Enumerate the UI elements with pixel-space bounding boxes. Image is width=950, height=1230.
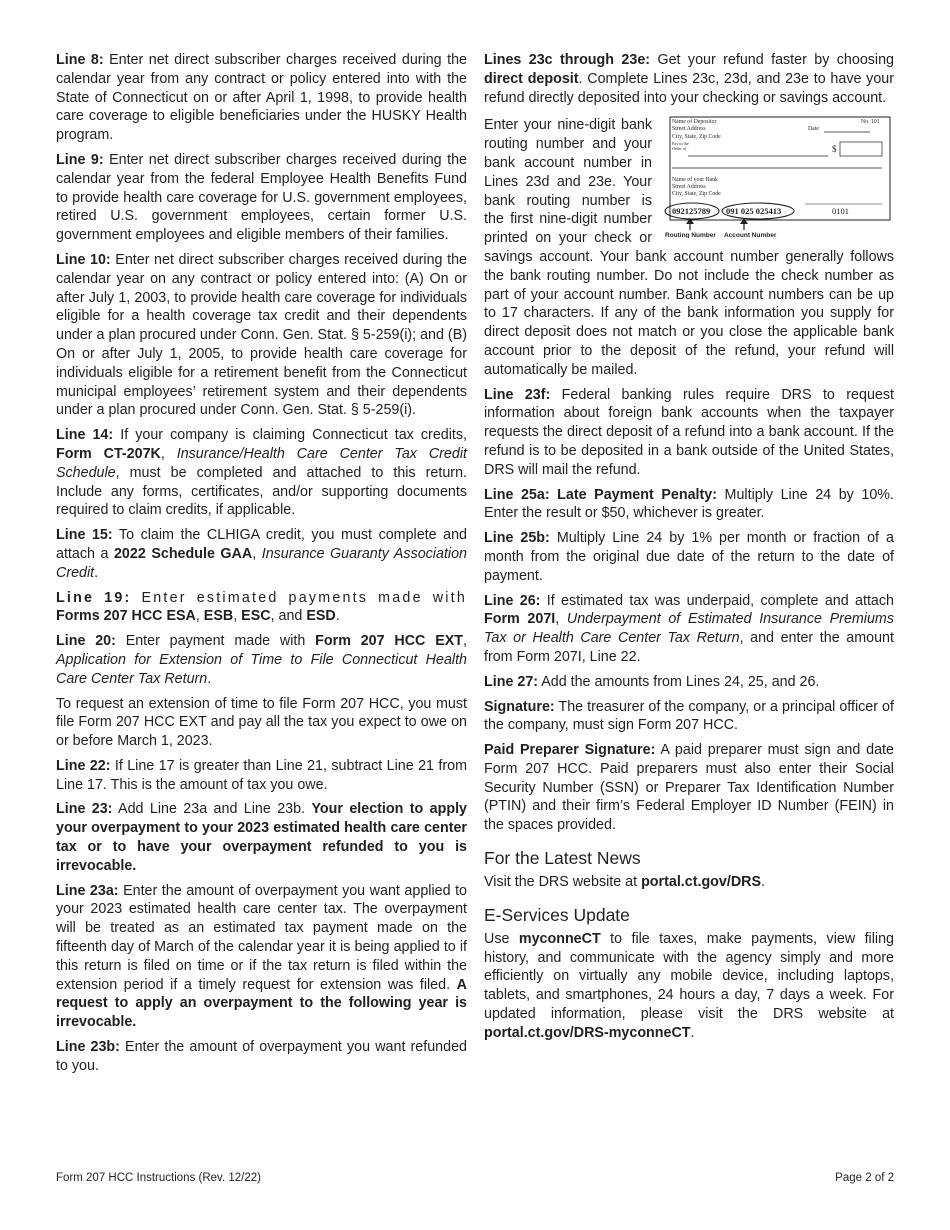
routing-number-caption: Routing Number [665,232,716,239]
line-26-label: Line 26: [484,592,541,609]
line-20-end: . [207,670,212,687]
latest-news-paragraph [484,873,894,892]
check-bank-city: City, State, Zip Code [672,191,721,198]
line-23-paragraph [56,800,467,875]
latest-news-end: . [761,874,766,891]
drs-website-link[interactable]: portal.ct.gov/DRS [641,874,762,891]
form-ct-207k: Form CT-207K [56,445,161,462]
line-20-label: Line 20: [56,633,116,650]
line-23-label: Line 23: [56,801,113,818]
check-amount-box [840,142,882,156]
check-dollar-sign: $ [832,144,837,155]
form-207-hcc-ext: Form 207 HCC EXT [315,633,464,650]
check-routing-number: 092125789 [672,206,711,217]
latest-news-text: Visit the DRS website at [484,874,642,891]
myconnect-term: myconneCT [518,930,601,947]
check-serial-number: 0101 [832,206,849,217]
line-15-end: . [94,564,99,581]
line-23c-label: Lines 23c through 23e: [484,52,651,68]
line-9-label: Line 9: [56,151,104,168]
line-26-text: If estimated tax was underpaid, complete and attach [540,592,894,609]
line-23f-label: Line 23f: [484,386,551,403]
line-19-paragraph [56,589,467,627]
schedule-gaa-title: Insurance Guaranty Association Credit [56,545,467,581]
line-15-paragraph [56,526,467,582]
line-19-label: Line 19: [56,589,132,606]
line-22-label: Line 22: [56,757,111,774]
forms-207-hcc-esa: Forms 207 HCC ESA [56,608,196,625]
extension-paragraph: To request an extension of time to file Form 207 HCC, you must file Form 207 HCC EXT and pay all the tax you expect to owe on or before March 1, 2023. [56,695,467,750]
line-23a-irrevocable-notice: A request to apply an overpayment to the following year is irrevocable. [56,976,467,1031]
line-25a-label: Line 25a: Late Payment Penalty: [484,486,717,503]
check-depositor-street: Street Address [672,126,706,133]
check-date-label: Date [808,126,819,133]
schedule-gaa: 2022 Schedule GAA [113,545,253,562]
left-column [56,51,467,1082]
line-20-sep: , [463,633,467,650]
line-26-sep: , [555,611,567,628]
line-20-text: Enter payment made with [115,633,316,650]
form-esb: ESB [203,608,234,625]
line-26-paragraph [484,592,894,667]
line-8-label: Line 8: [56,52,104,68]
form-207-hcc-ext-title: Application for Extension of Time to File Connecticut Health Care Center Tax Return [56,651,467,687]
line-23c-paragraph [484,51,894,107]
line-20-paragraph [56,632,467,688]
line-23a-paragraph [56,882,467,1032]
line-19-sep-3: , and [270,608,307,625]
line-8-paragraph [56,51,467,145]
line-23-election-notice: Your election to apply your overpayment to your 2023 estimated health care center tax or to have your overpayment refunded to you is irrevocable. [56,801,467,874]
line-25b-text: Multiply Line 24 by 1% per month or fraction of a month from the original due date of the return to the date of payment. [484,530,894,584]
line-14-paragraph [56,426,467,520]
line-14-label: Line 14: [56,427,114,444]
e-services-text-mid: to file taxes, make payments, view filing history, and communicate with the agency simply and more efficiently on virtually any mobile device, including laptops, tablets, and smartphones, 24 hours a day, 7 days a week. For updated information, please visit the DRS website at [484,930,894,1023]
line-19-end: . [335,608,340,625]
check-account-number: 091 025 025413 [726,206,782,217]
paid-preparer-text: A paid preparer must sign and date Form 207 HCC. Paid preparers must also enter their Social Security Number (SSN) or Preparer Tax Identification Number (PTIN) and their firm’s Federal Employer ID Number (FEIN) in the spaces provided. [484,742,894,834]
line-9-paragraph [56,151,467,245]
paid-preparer-label: Paid Preparer Signature: [484,742,656,759]
form-esc: ESC [241,608,271,625]
line-14-sep: , [160,445,177,462]
myconnect-website-link[interactable]: portal.ct.gov/DRS-myconneCT [484,1024,691,1041]
form-esd: ESD [306,608,336,625]
line-23b-label: Line 23b: [56,1039,120,1056]
check-bank-street: Street Address [672,184,706,191]
line-8-text: Enter net direct subscriber charges received during the calendar year from any contract or policy entered into with the State of Connecticut on or after April 1, 1998, to provide health care coverage to eligible beneficiaries under the HUSKY Health program. [56,52,467,144]
line-26-end: , and enter the amount from Form 207I, Line 22. [484,630,894,665]
line-14-text: If your company is claiming Connecticut tax credits, [113,427,467,444]
account-number-caption: Account Number [724,232,777,239]
line-22-text: If Line 17 is greater than Line 21, subtract Line 21 from Line 17. This is the amount of tax you owe. [56,757,467,793]
right-column [484,51,894,1049]
line-27-label: Line 27: [484,673,539,690]
footer-page-number: Page 2 of 2 [835,1172,894,1184]
check-number-label: No. 101 [861,119,880,126]
line-23a-text: Enter the amount of overpayment you want applied to your 2023 estimated health care center tax. The overpayment will be treated as an estimated tax payment made on the fifteenth day of March of the calendar year it is being applied to if this return is filed on time or if the tax return is filed within the extension period if a timely request for extension was filed. [56,882,467,993]
line-23-text: Add Line 23a and Line 23b. [112,801,312,818]
signature-label: Signature: [484,698,555,715]
line-15-sep: , [252,545,262,562]
check-order-of-label: Order of [672,146,687,152]
signature-paragraph [484,698,894,736]
line-25a-text: Multiply Line 24 by 10%. Enter the result or $50, whichever is greater. [484,486,894,522]
line-23f-paragraph [484,386,894,480]
line-9-text: Enter net direct subscriber charges received during the calendar year from the federal Employee Health Benefits Fund to provide health care coverage for U.S. government employees, retired U.S. government employees, certain former U.S. government employees and eligible members of their families. [56,151,467,244]
line-23b-paragraph [56,1038,467,1076]
line-22-paragraph [56,757,467,795]
line-23f-text: Federal banking rules require DRS to request information about foreign bank accounts when the taxpayer requests the direct deposit of a refund into a bank account. If the refund is to be deposited in a bank outside of the United States, DRS will mail the refund. [484,386,894,478]
e-services-paragraph [484,930,894,1043]
line-15-label: Line 15: [56,527,113,544]
e-services-heading: E-Services Update [484,904,630,925]
sample-check-figure [662,116,894,238]
line-23c-text: Get your refund faster by choosing [650,52,895,68]
routing-text: Enter your nine-digit bank routing number and your bank account number in Lines 23d and 23e. Your bank routing number is the first nine-digit number printed on your check or savings account. Your bank account number generally follows the bank routing number. Do not include the check number as part of your account number. Bank account numbers can be up to 17 characters. If any of the bank information you supply for direct deposit does not match or you close the applicable bank account prior to the deposit of the refund, your refund will automatically be mailed. [484,117,894,378]
line-23b-text: Enter the amount of overpayment you want refunded to you. [56,1039,467,1074]
check-depositor-name: Name of Depositor [672,119,717,126]
line-23c-text-end: . Complete Lines 23c, 23d, and 23e to have your refund directly deposited into your checking or savings account. [484,70,894,106]
line-10-label: Line 10: [56,251,111,268]
check-pay-to-label: Pay to the [672,141,689,147]
line-10-text: Enter net direct subscriber charges received during the calendar year on any contract or policy entered into: (A) On or after July 1, 2003, to provide health care coverage for individuals eligible for a health coverage tax credit and their dependents under a plan procured under Conn. Gen. Stat. § 5-259(i); and (B) On or after July 1, 2005, to provide health care coverage for individuals eligible for a retirement benefit from the Connecticut municipal employees’ retirement system and their dependents under a plan procured under Conn. Gen. Stat. § 5-259(i). [56,251,467,419]
paid-preparer-paragraph [484,741,894,835]
e-services-end: . [690,1024,695,1041]
line-27-paragraph [484,673,894,692]
check-depositor-city: City, State, Zip Code [672,134,721,141]
form-207i: Form 207I [484,611,556,628]
direct-deposit-term: direct deposit [484,70,579,87]
sample-check-svg [662,116,894,238]
line-19-sep-1: , [195,608,204,625]
footer-form-revision: Form 207 HCC Instructions (Rev. 12/22) [56,1172,261,1184]
line-14-text-end: , must be completed and attached to this return. Include any forms, certificates, and/or supporting documents required to claim credits, if applicable. [56,464,467,519]
line-19-sep-2: , [233,608,242,625]
line-27-text: Add the amounts from Lines 24, 25, and 26. [538,673,820,690]
line-25a-paragraph [484,486,894,524]
line-19-text: Enter estimated payments made with [131,589,467,606]
line-15-text: To claim the CLHIGA credit, you must complete and attach a [56,527,467,562]
check-bank-name: Name of your Bank [672,177,718,184]
signature-text: The treasurer of the company, or a principal officer of the company, must sign Form 207 HCC. [484,698,894,734]
line-23a-label: Line 23a: [56,882,119,899]
routing-paragraph [484,116,894,379]
line-25b-label: Line 25b: [484,530,550,547]
form-207i-title: Underpayment of Estimated Insurance Premiums Tax or Health Care Center Tax Return [484,611,894,647]
e-services-text: Use [484,930,519,947]
latest-news-heading: For the Latest News [484,848,641,869]
line-10-paragraph [56,251,467,420]
line-25b-paragraph [484,529,894,585]
form-ct-207k-title: Insurance/Health Care Center Tax Credit Schedule [56,445,467,481]
